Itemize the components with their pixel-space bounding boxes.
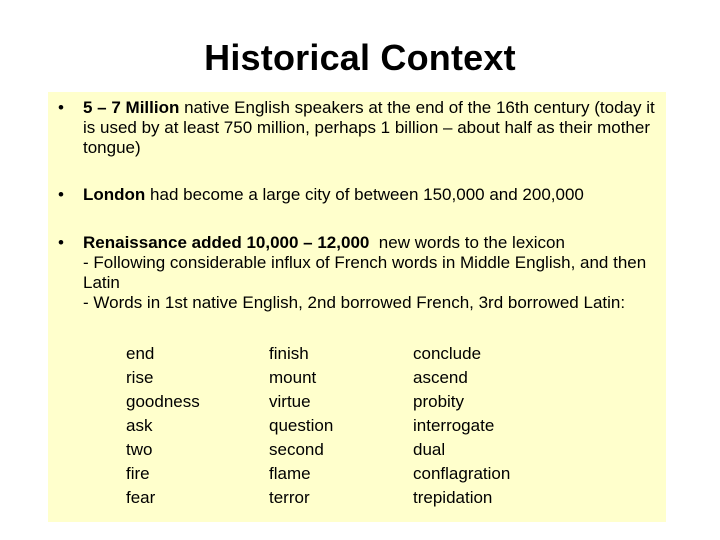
word-row — [126, 462, 626, 486]
word-row — [126, 342, 626, 366]
word-table — [126, 342, 626, 510]
bullet-marker: • — [58, 233, 64, 252]
word-row — [126, 414, 626, 438]
french-word: mount — [269, 368, 317, 387]
latin-word: dual — [413, 440, 446, 459]
bullet-3-sub2: - Words in 1st native English, 2nd borrowed French, 3rd borrowed Latin: — [83, 293, 626, 312]
word-row — [126, 438, 626, 462]
bullet-3-bold: Renaissance added 10,000 – 12,000 — [83, 233, 370, 252]
bullet-marker: • — [58, 185, 64, 204]
latin-word: ascend — [413, 368, 468, 387]
french-word: flame — [269, 464, 311, 483]
french-word: question — [269, 416, 334, 435]
french-word: virtue — [269, 392, 311, 411]
native-word: fear — [126, 488, 156, 507]
native-word: ask — [126, 416, 153, 435]
native-word: fire — [126, 464, 150, 483]
bullet-1-body: native English speakers at the end of the 16th century (today it is used by at least 750 million, perhaps 1 billion – about half as their mother tongue) — [83, 98, 655, 157]
content-box — [48, 92, 666, 522]
bullet-2-bold: London — [83, 185, 146, 204]
bullet-3-sub1: - Following considerable influx of French words in Middle English, and then Latin — [83, 253, 647, 292]
bullet-1-bold: 5 – 7 Million — [83, 98, 180, 117]
slide-title: Historical Context — [204, 37, 516, 78]
latin-word: trepidation — [413, 488, 493, 507]
french-word: finish — [269, 344, 309, 363]
latin-word: probity — [413, 392, 465, 411]
latin-word: conclude — [413, 344, 482, 363]
bullet-marker: • — [58, 98, 64, 117]
latin-word: interrogate — [413, 416, 495, 435]
bullet-1-text — [83, 98, 661, 158]
bullet-3-line1 — [83, 233, 658, 253]
bullet-2-body: had become a large city of between 150,000 and 200,000 — [145, 185, 584, 204]
latin-word: conflagration — [413, 464, 511, 483]
native-word: rise — [126, 368, 154, 387]
french-word: second — [269, 440, 324, 459]
bullet-3-body: new words to the lexicon — [369, 233, 565, 252]
french-word: terror — [269, 488, 310, 507]
native-word: end — [126, 344, 155, 363]
word-row — [126, 486, 626, 510]
bullet-3-text — [83, 233, 658, 313]
native-word: goodness — [126, 392, 200, 411]
bullet-2-text — [83, 185, 661, 205]
word-row — [126, 366, 626, 390]
native-word: two — [126, 440, 153, 459]
word-row — [126, 390, 626, 414]
